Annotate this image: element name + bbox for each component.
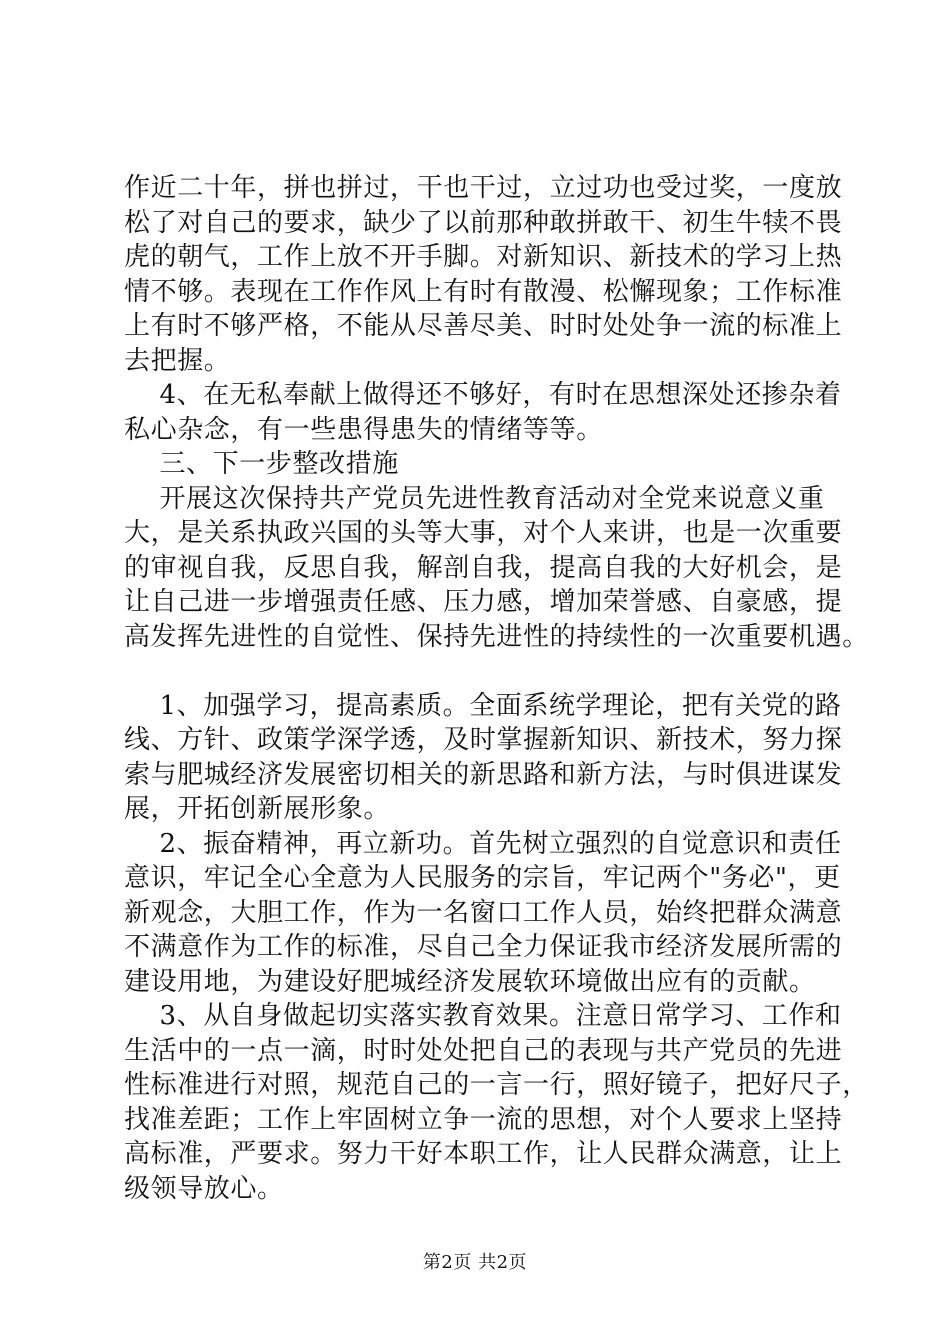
text-line: 性标准进行对照，规范自己的一言一行，照好镜子，把好尺子，	[124, 1070, 869, 1100]
text-line: 建设用地，为建设好肥城经济发展软环境做出应有的贡献。	[124, 966, 816, 997]
text-line: 作近二十年，拼也拼过，干也干过，立过功也受过奖，一度放	[124, 173, 843, 203]
text-line: 让自己进一步增强责任感、压力感，增加荣誉感、自豪感，提	[124, 587, 843, 617]
text-line: 1、加强学习，提高素质。全面系统学理论，把有关党的路	[124, 690, 842, 721]
text-line: 开展这次保持共产党员先进性教育活动对全党来说意义重	[124, 483, 825, 514]
text-line: 4、在无私奉献上做得还不够好，有时在思想深处还掺杂着	[124, 380, 842, 410]
text-line: 大，是关系执政兴国的头等大事，对个人来讲，也是一次重要	[124, 518, 843, 548]
text-line: 级领导放心。	[124, 1173, 284, 1204]
text-line: 不满意作为工作的标准，尽自己全力保证我市经济发展所需的	[124, 932, 843, 962]
text-line: 松了对自己的要求，缺少了以前那种敢拼敢干、初生牛犊不畏	[124, 207, 843, 238]
text-line: 高发挥先进性的自觉性、保持先进性的持续性的一次重要机遇。	[124, 621, 869, 652]
text-line: 索与肥城经济发展密切相关的新思路和新方法，与时俱进谋发	[124, 759, 843, 790]
text-line: 上有时不够严格，不能从尽善尽美、时时处处争一流的标准上	[124, 311, 843, 341]
text-line: 线、方针、政策学深学透，及时掌握新知识、新技术，努力探	[124, 725, 843, 755]
section-heading: 三、下一步整改措施	[124, 449, 399, 479]
text-line: 去把握。	[124, 345, 231, 376]
text-line: 高标准，严要求。努力干好本职工作，让人民群众满意，让上	[124, 1139, 843, 1169]
text-line: 生活中的一点一滴，时时处处把自己的表现与共产党员的先进	[124, 1035, 843, 1066]
text-line: 3、从自身做起切实落实教育效果。注意日常学习、工作和	[124, 1001, 842, 1031]
text-line: 情不够。表现在工作作风上有时有散漫、松懈现象；工作标准	[124, 276, 843, 307]
text-line: 私心杂念，有一些患得患失的情绪等等。	[124, 414, 603, 445]
text-line: 意识，牢记全心全意为人民服务的宗旨，牢记两个"务必"，更	[124, 863, 841, 893]
text-line: 虎的朝气，工作上放不开手脚。对新知识、新技术的学习上热	[124, 242, 843, 272]
text-line: 找准差距；工作上牢固树立争一流的思想，对个人要求上坚持	[124, 1104, 843, 1135]
document-body	[124, 171, 869, 1206]
text-line: 新观念，大胆工作，作为一名窗口工作人员，始终把群众满意	[124, 897, 843, 928]
text-line: 2、振奋精神，再立新功。首先树立强烈的自觉意识和责任	[124, 828, 842, 859]
blank-line	[124, 654, 859, 689]
text-line: 的审视自我，反思自我，解剖自我，提高自我的大好机会，是	[124, 552, 843, 583]
page-number-footer: 第2页 共2页	[422, 1252, 528, 1273]
text-line: 展，开拓创新展形象。	[124, 794, 391, 824]
